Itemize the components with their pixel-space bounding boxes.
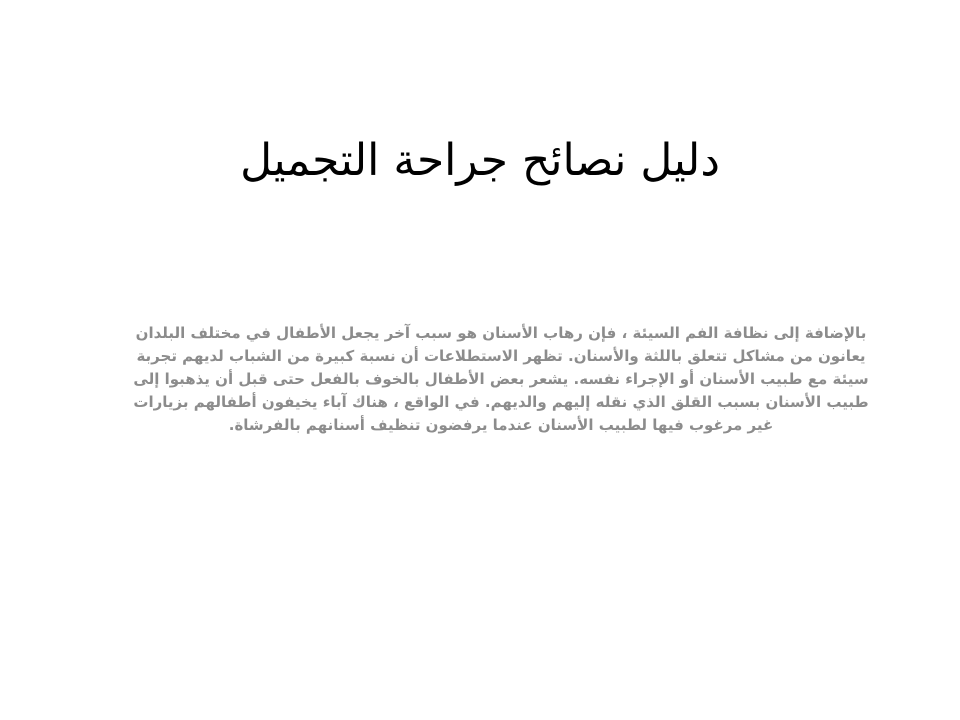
- slide-title: دليل نصائح جراحة التجميل: [240, 135, 720, 186]
- slide-body-text: بالإضافة إلى نظافة الفم السيئة ، فإن رهاب الأسنان هو سبب آخر يجعل الأطفال في مختلف البلدان يعانون من مشاكل تتعلق باللثة والأسنان. تظهر الاستطلاعات أن نسبة كبيرة من الشباب لديهم تجربة سيئة مع طبيب الأسنان أو الإجراء نفسه. يشعر بعض الأطفال بالخوف بالفعل حتى قبل أن يذهبوا إلى طبيب الأسنان بسبب القلق الذي نقله إليهم والديهم. في الواقع ، هناك آباء يخيفون أطفالهم بزيارات غير مرغوب فيها لطبيب الأسنان عندما يرفضون تنظيف أسنانهم بالفرشاة.: [133, 324, 869, 434]
